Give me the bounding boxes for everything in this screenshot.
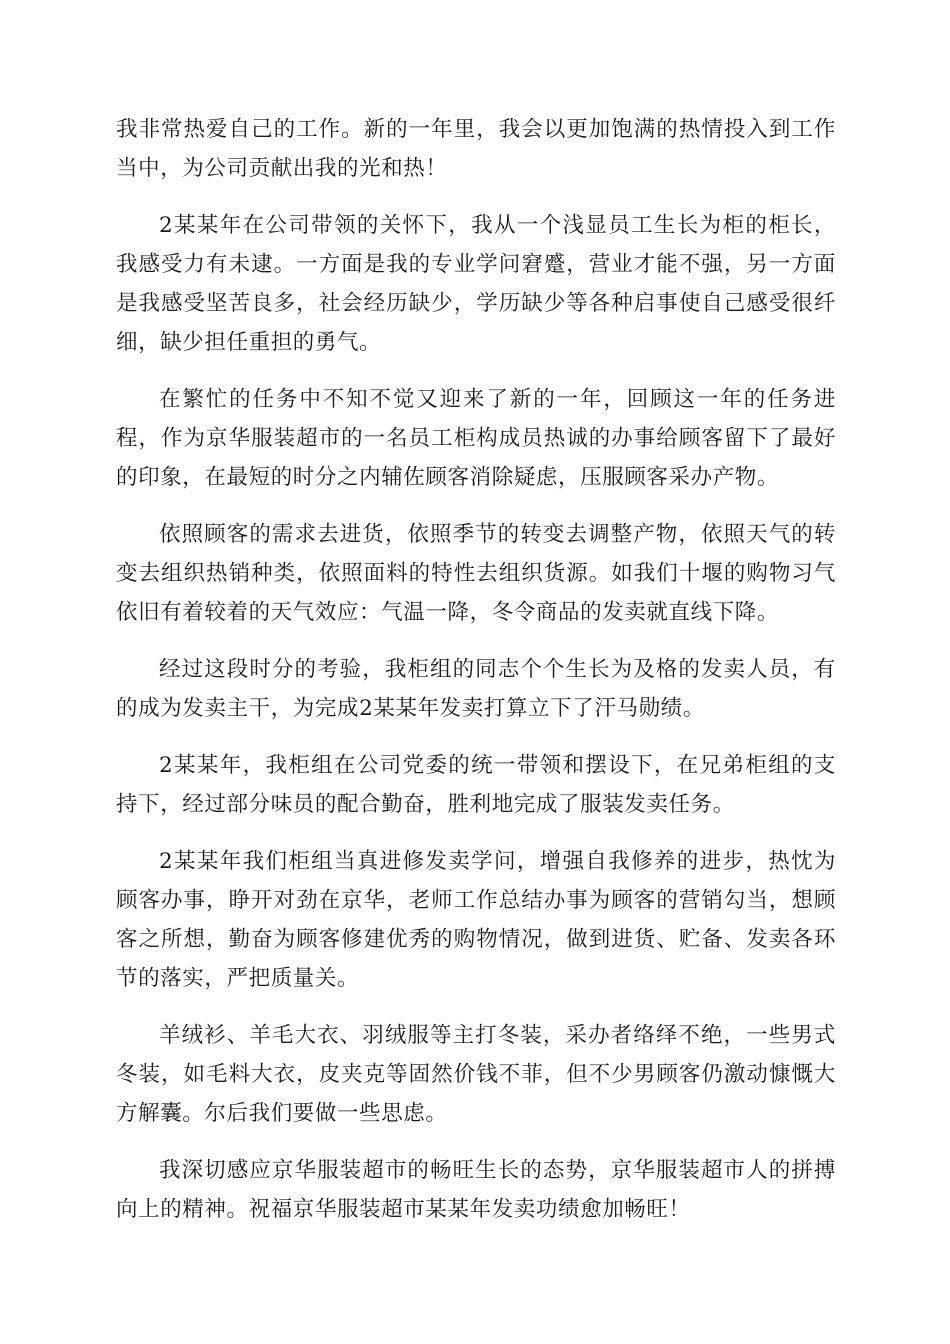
paragraph-3: 在繁忙的任务中不知不觉又迎来了新的一年，回顾这一年的任务进程，作为京华服装超市的一名员工柜构成员热诚的办事给顾客留下了最好的印象，在最短的时分之内辅佐顾客消除疑虑，压服顾客采办产物。 [116, 387, 836, 490]
paragraph-4: 依照顾客的需求去进货，依照季节的转变去调整产物，依照天气的转变去组织热销种类，依照面料的特性去组织货源。如我们十堰的购物习气依旧有着较着的天气效应：气温一降，冬令商品的发卖就直线下降。 [116, 522, 836, 625]
paragraph-9: 我深切感应京华服装超市的畅旺生长的态势，京华服装超市人的拼搏向上的精神。祝福京华服装超市某某年发卖功绩愈加畅旺！ [116, 1158, 836, 1222]
paragraph-1: 我非常热爱自己的工作。新的一年里，我会以更加饱满的热情投入到工作当中，为公司贡献出我的光和热！ [116, 117, 836, 181]
paragraph-6: 2某某年，我柜组在公司党委的统一带领和摆设下，在兄弟柜组的支持下，经过部分味员的配合勤奋，胜利地完成了服装发卖任务。 [116, 753, 836, 817]
paragraph-8: 羊绒衫、羊毛大衣、羽绒服等主打冬装，采办者络绎不绝，一些男式冬装，如毛料大衣，皮夹克等固然价钱不菲，但不少男顾客仍激动慷慨大方解囊。尔后我们要做一些思虑。 [116, 1023, 836, 1126]
paragraph-2: 2某某年在公司带领的关怀下，我从一个浅显员工生长为柜的柜长，我感受力有未逮。一方面是我的专业学问窘蹙，营业才能不强，另一方面是我感受坚苦良多，社会经历缺少，学历缺少等各种启事使自己感受很纤细，缺少担任重担的勇气。 [116, 213, 836, 355]
paragraph-7: 2某某年我们柜组当真进修发卖学问，增强自我修养的进步，热忱为顾客办事，睁开对劲在京华，老师工作总结办事为顾客的营销勾当，想顾客之所想，勤奋为顾客修建优秀的购物情况，做到进货、贮备、发卖各环节的落实，严把质量关。 [116, 849, 836, 991]
paragraph-5: 经过这段时分的考验，我柜组的同志个个生长为及格的发卖人员，有的成为发卖主干，为完成2某某年发卖打算立下了汗马勋绩。 [116, 657, 836, 721]
document-body [116, 110, 836, 1247]
